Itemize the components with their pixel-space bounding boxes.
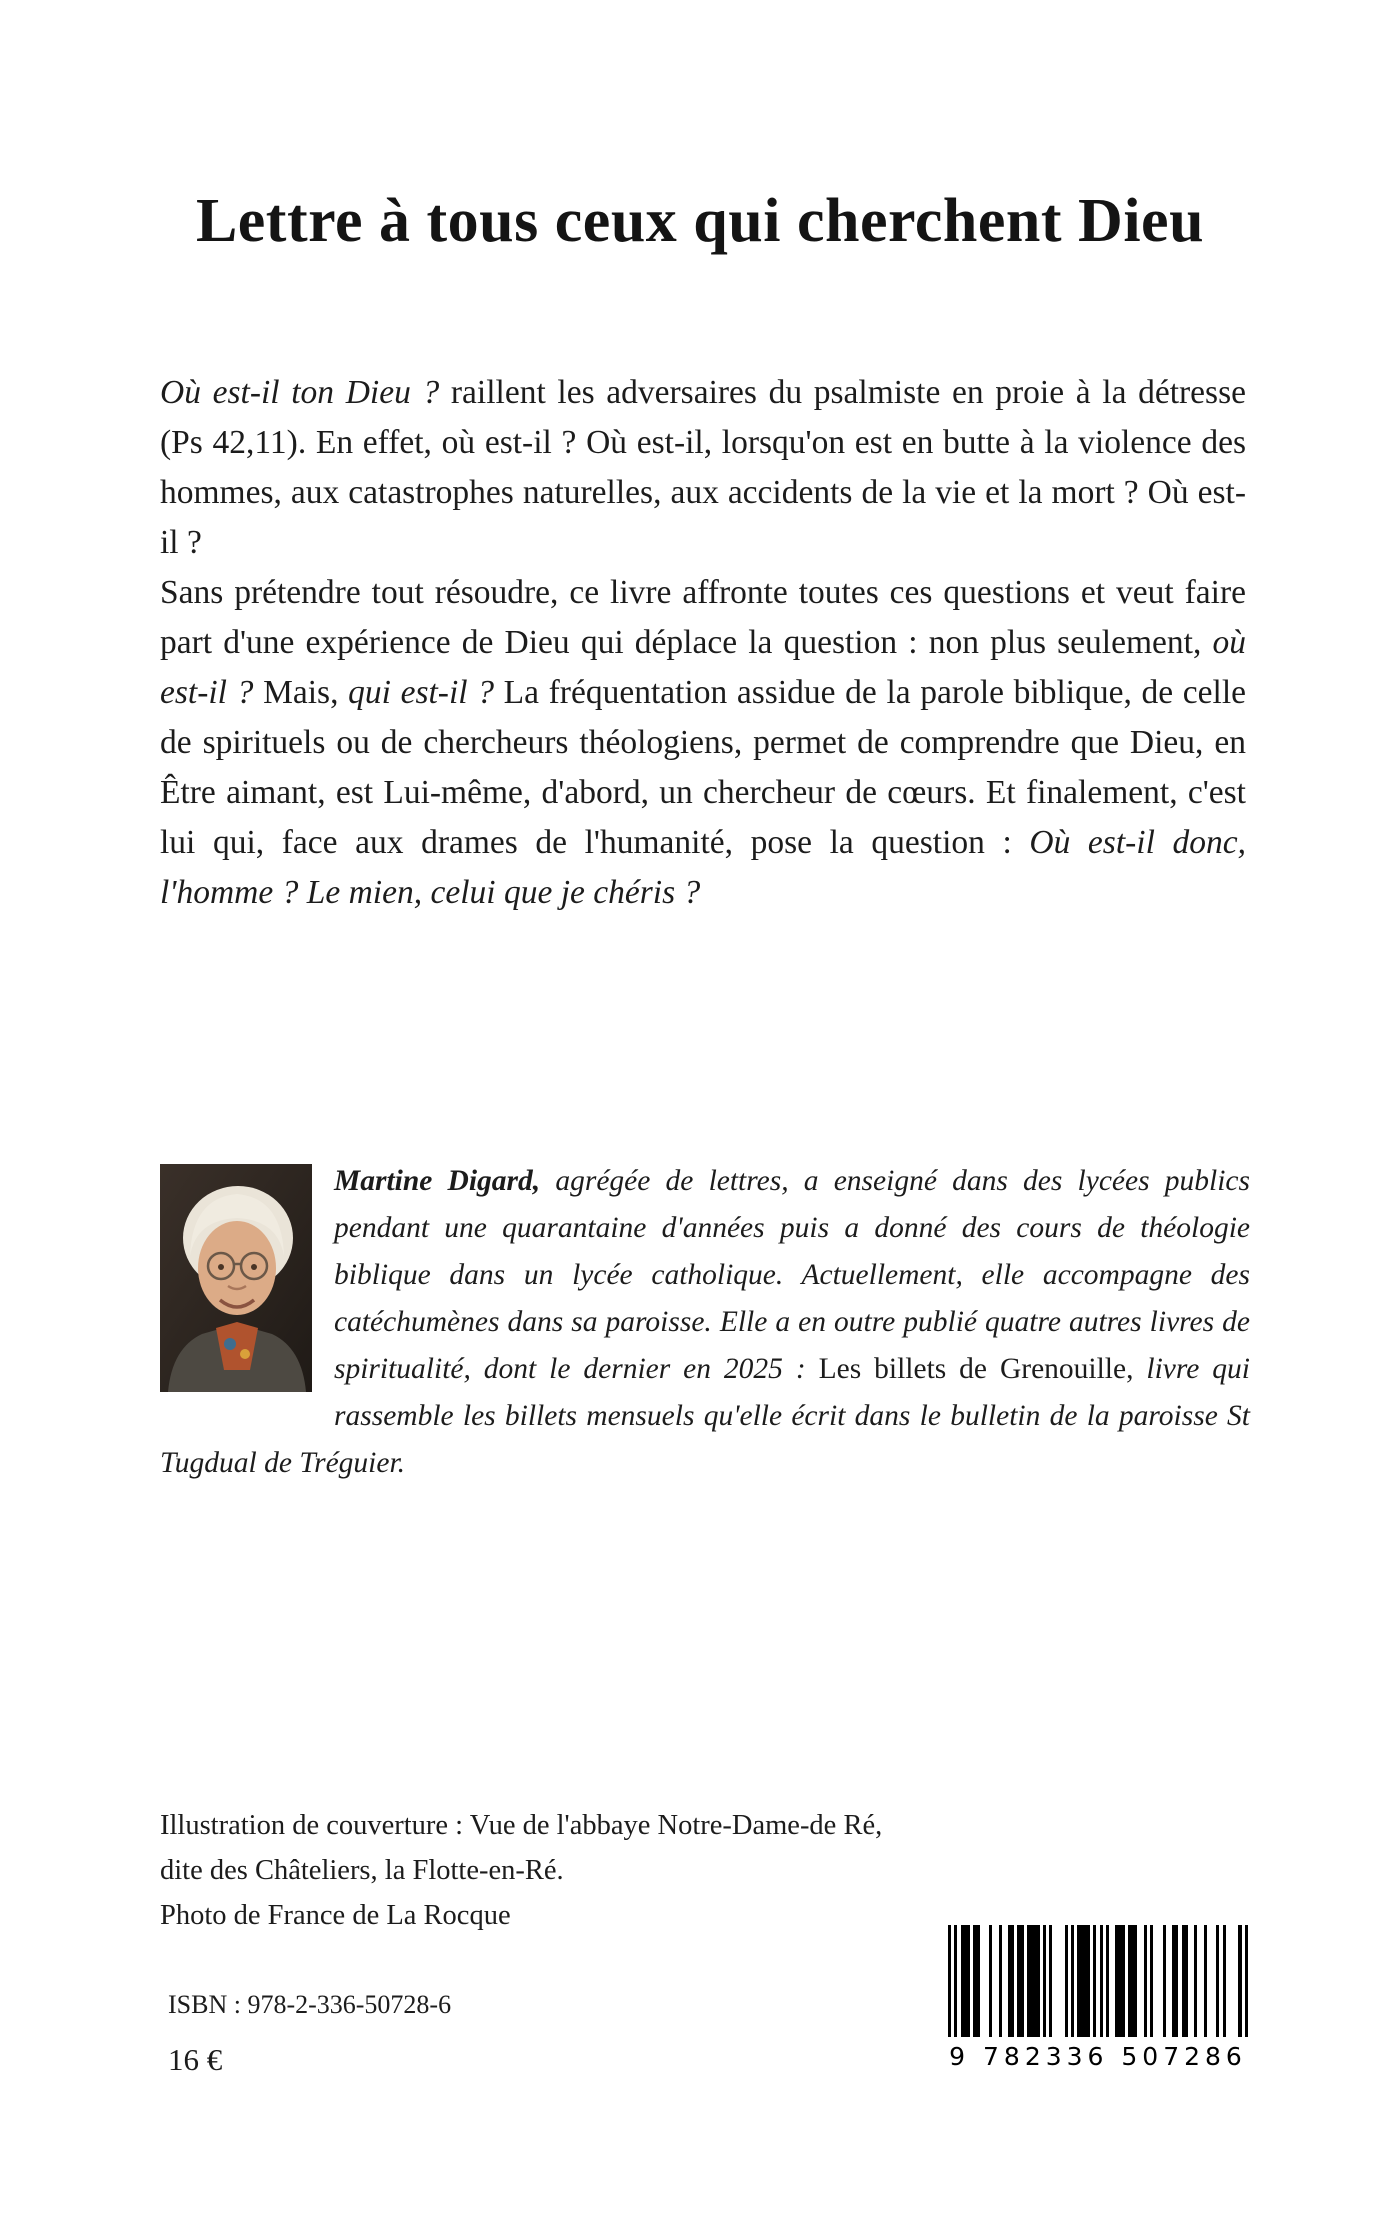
price: 16 €	[168, 2042, 223, 2077]
isbn-number: ISBN : 978-2-336-50728-6	[168, 1990, 452, 2019]
credit-line-location: dite des Châteliers, la Flotte-en-Ré.	[160, 1855, 564, 1886]
barcode-digits: 9 782336 507286	[949, 2042, 1247, 2071]
synopsis-paragraph-2: Sans prétendre tout résoudre, ce livre affronte toutes ces questions et veut faire part d'une expérience de Dieu qui déplace la question : non plus seulement, où est-il ? Mais, qui est-il ? La fréquentation assidue de la parole biblique, de celle de spirituels ou de chercheurs théologiens, permet de comprendre que Dieu, en Être aimant, est Lui-même, d'abord, un chercheur de cœurs. Et finalement, c'est lui qui, face aux drames de l'humanité, pose la question : Où est-il donc, l'homme ? Le mien, celui que je chéris ?	[160, 574, 1247, 911]
author-photo	[160, 1164, 312, 1392]
cover-credits	[160, 1803, 882, 1938]
synopsis-paragraph-1: Où est-il ton Dieu ? raillent les adversaires du psalmiste en proie à la détresse (Ps 42,11). En effet, où est-il ? Où est-il, lorsqu'on est en butte à la violence des hommes, aux catastrophes naturelles, aux accidents de la vie et la mort ? Où est-il ?	[160, 374, 1246, 561]
credit-line-photo: Photo de France de La Rocque	[160, 1900, 511, 1931]
author-bio-text: Martine Digard, agrégée de lettres, a enseigné dans des lycées publics pendant une quarantaine d'années puis a donné des cours de théologie biblique dans un lycée catholique. Actuellement, elle accompagne des catéchumènes dans sa paroisse. Elle a en outre publié quatre autres livres de spiritualité, dont le dernier en 2025 : Les billets de Grenouille, livre qui rassemble les billets mensuels qu'elle écrit dans le bulletin de la paroisse St Tugdual de Tréguier.	[160, 1165, 1250, 1479]
author-bio	[160, 1158, 1250, 1487]
credit-line-illustration: Illustration de couverture : Vue de l'abbaye Notre-Dame-de Ré,	[160, 1810, 883, 1841]
book-title: Lettre à tous ceux qui cherchent Dieu	[195, 187, 1205, 255]
barcode-bars	[948, 1925, 1248, 2037]
barcode	[948, 1925, 1248, 2071]
synopsis	[160, 368, 1246, 918]
